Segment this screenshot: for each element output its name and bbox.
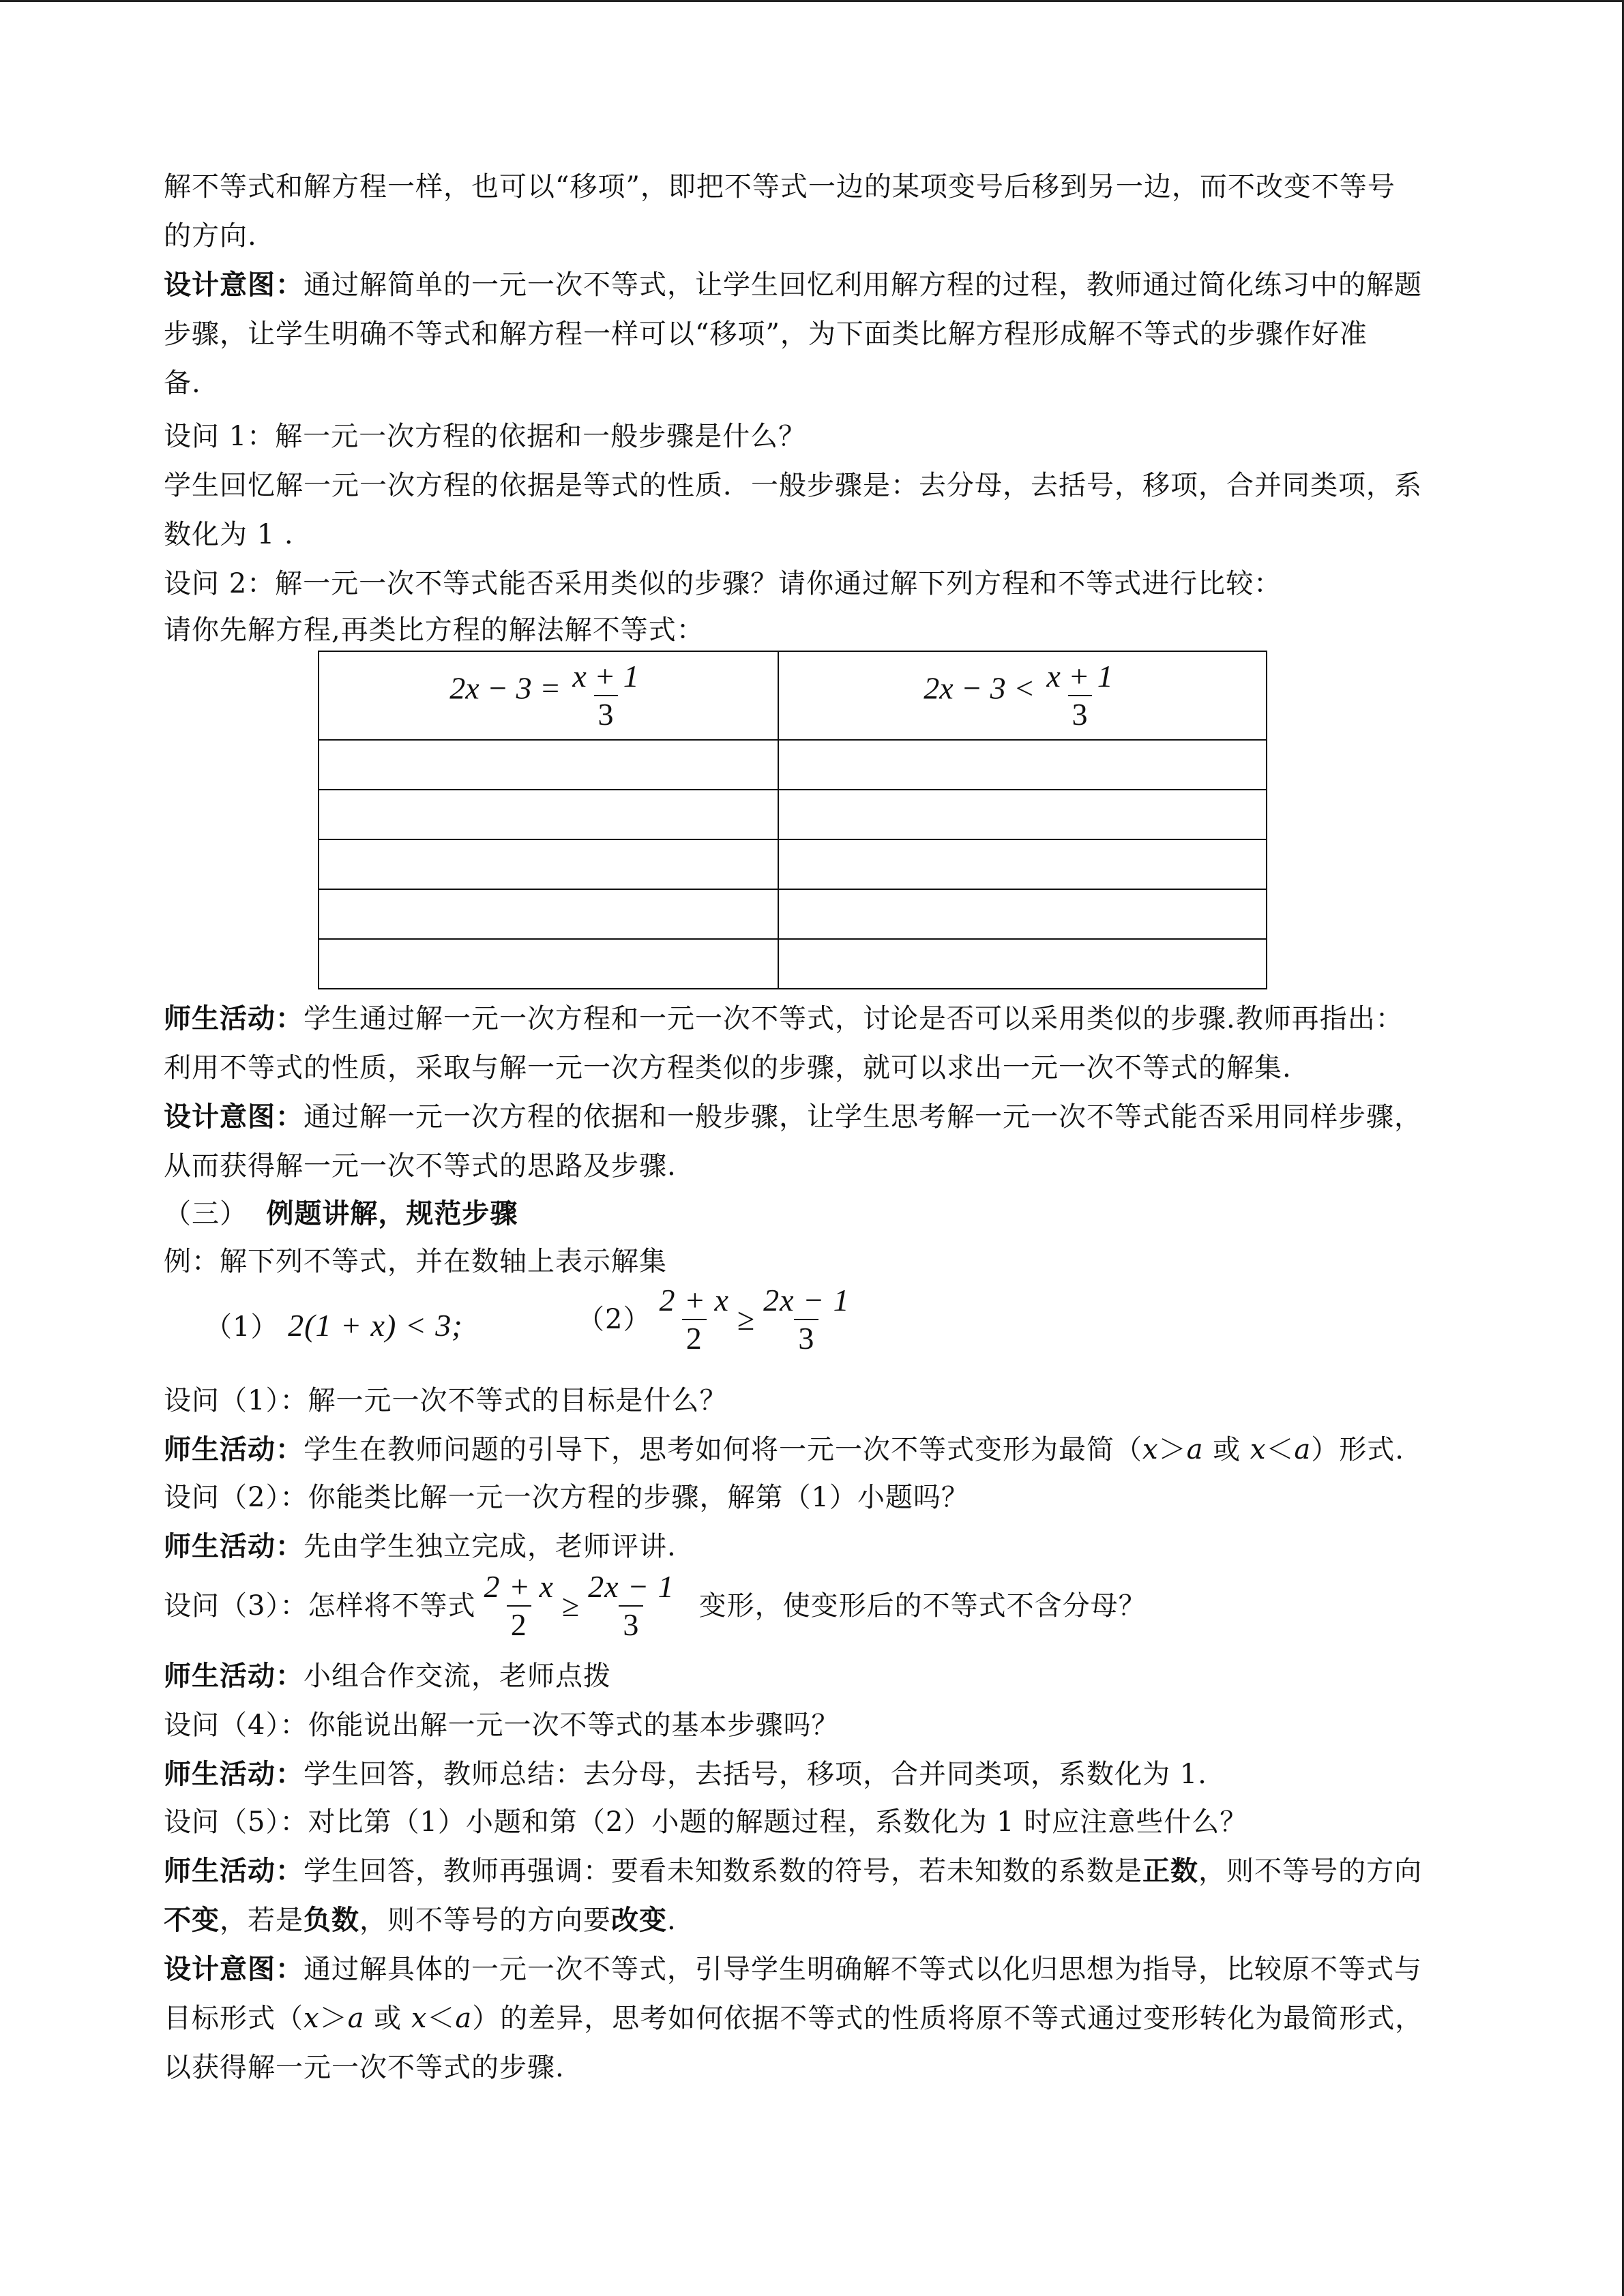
section-number: （三） [164, 1198, 248, 1229]
emphasis-changed: 改变 [611, 1904, 667, 1936]
var-x: x [1250, 1434, 1267, 1465]
var-a: a [455, 2003, 473, 2034]
equation-cell [319, 651, 778, 740]
fraction-numerator: 2 + x [659, 1283, 729, 1317]
example-1 [205, 1301, 463, 1352]
section-heading [164, 1189, 518, 1238]
example-1-label: （1） [205, 1311, 279, 1343]
activity-text: ，则不等号的方向要 [359, 1905, 611, 1936]
table-cell [319, 790, 778, 839]
inequality-numerator: x + 1 [1046, 659, 1113, 694]
activity-text-end: ）形式. [1311, 1434, 1404, 1465]
table-cell [319, 889, 778, 939]
activity-text: 小组合作交流，老师点拨 [304, 1660, 611, 1692]
sub-question-3-fraction-right [584, 1568, 678, 1643]
design-intent-text: 通过解一元一次方程的依据和一般步骤，让学生思考解一元一次不等式能否采用同样步骤， [304, 1101, 1422, 1133]
design-intent-text: 通过解具体的一元一次不等式，引导学生明确解不等式以化归思想为指导，比较原不等式与 [304, 1954, 1422, 1985]
design-intent-text: ）的差异，思考如何依据不等式的性质将原不等式通过变形转化为最简形式， [472, 2003, 1423, 2034]
design-intent-3-line2 [164, 1994, 1423, 2043]
var-a: a [347, 2003, 365, 2034]
table-row [319, 790, 1267, 839]
design-intent-3 [164, 1945, 1422, 1994]
sub-question-3-text-end: 变形，使变形后的不等式不含分母？ [698, 1590, 1147, 1622]
example-2 [577, 1282, 858, 1357]
equation-denominator: 3 [594, 695, 618, 733]
var-a: a [1294, 1434, 1312, 1465]
emphasis-negative: 负数 [304, 1904, 359, 1936]
activity-label: 师生活动： [164, 1530, 304, 1562]
design-intent-text: 目标形式（ [164, 2003, 304, 2034]
table-row [319, 839, 1267, 889]
equation-fraction [568, 658, 643, 733]
table-cell [778, 839, 1267, 889]
word-or: 或 [1203, 1434, 1250, 1465]
fraction-numerator: 2 + x [484, 1569, 554, 1604]
paragraph-move-terms: 解不等式和解方程一样，也可以“移项”，即把不等式一边的某项变号后移到另一边，而不改变不等号 [164, 171, 1396, 203]
teacher-student-activity-1 [164, 994, 1404, 1043]
fraction-numerator: 2x − 1 [588, 1569, 675, 1604]
activity-text: 学生回答，教师总结：去分母，去括号，移项，合并同类项，系数化为 1. [304, 1759, 1207, 1790]
comparison-table [318, 651, 1267, 989]
inequality-lhs: 2x − 3 < [924, 670, 1035, 706]
design-intent-label: 设计意图： [164, 1101, 304, 1133]
teacher-student-activity-5 [164, 1750, 1207, 1799]
sub-question-1: 设问（1）：解一元一次不等式的目标是什么？ [164, 1385, 728, 1416]
sub-question-3 [164, 1568, 1147, 1643]
sub-question-3-operator: ≥ [561, 1588, 580, 1623]
activity-text: ，若是 [220, 1905, 304, 1936]
table-cell [319, 839, 778, 889]
question-2-instruction: 请你先解方程,再类比方程的解法解不等式： [164, 614, 705, 646]
table-cell [319, 939, 778, 989]
design-intent-2-cont: 从而获得解一元一次不等式的思路及步骤. [164, 1150, 677, 1182]
teacher-student-activity-2 [164, 1425, 1404, 1474]
emphasis-unchanged: 不变 [164, 1904, 220, 1936]
table-cell [778, 790, 1267, 839]
paragraph-move-terms-cont: 的方向. [164, 220, 257, 252]
fraction-denominator: 2 [507, 1605, 531, 1643]
fraction-denominator: 3 [619, 1605, 643, 1643]
var-x: x [304, 2003, 320, 2034]
activity-label: 师生活动： [164, 1433, 304, 1465]
activity-label: 师生活动： [164, 1660, 304, 1692]
example-2-fraction-left [655, 1282, 733, 1357]
design-intent-1-line2: 步骤，让学生明确不等式和解方程一样可以“移项”，为下面类比解方程形成解不等式的步骤作好准 [164, 318, 1368, 350]
activity-text: 学生在教师问题的引导下，思考如何将一元一次不等式变形为最简（ [304, 1434, 1142, 1465]
design-intent-1-line3: 备. [164, 368, 201, 399]
table-cell [778, 740, 1267, 790]
sub-question-3-fraction-left [479, 1568, 557, 1643]
teacher-student-activity-4 [164, 1652, 611, 1701]
activity-text: . [667, 1905, 677, 1936]
example-1-expression: 2(1 + x) < 3; [288, 1308, 463, 1343]
table-cell [319, 740, 778, 790]
emphasis-positive: 正数 [1142, 1855, 1198, 1887]
var-x: x [411, 2003, 428, 2034]
var-x: x [1142, 1434, 1159, 1465]
design-intent-text: 通过解简单的一元一次不等式，让学生回忆利用解方程的过程，教师通过简化练习中的解题 [304, 269, 1422, 301]
symbol-lt: ＜ [427, 2003, 456, 2034]
sub-question-2: 设问（2）：你能类比解一元一次方程的步骤，解第（1）小题吗？ [164, 1482, 969, 1513]
table-header-row [319, 651, 1267, 740]
sub-question-3-text: 设问（3）：怎样将不等式 [164, 1590, 476, 1622]
symbol-gt: ＞ [1158, 1434, 1187, 1465]
inequality-denominator: 3 [1068, 695, 1092, 733]
fraction-denominator: 2 [682, 1319, 707, 1357]
sub-question-4: 设问（4）：你能说出解一元一次不等式的基本步骤吗？ [164, 1710, 840, 1741]
section-title: 例题讲解，规范步骤 [266, 1197, 518, 1229]
activity-label: 师生活动： [164, 1758, 304, 1790]
inequality-fraction [1042, 658, 1117, 733]
equation-lhs: 2x − 3 = [449, 670, 561, 706]
example-2-fraction-right [759, 1282, 853, 1357]
example-2-label: （2） [577, 1304, 651, 1335]
fraction-numerator: 2x − 1 [763, 1283, 850, 1317]
table-row [319, 939, 1267, 989]
example-2-operator: ≥ [737, 1302, 756, 1337]
equation-numerator: x + 1 [572, 659, 639, 694]
answer-1-cont: 数化为 1 . [164, 519, 294, 550]
teacher-student-activity-6 [164, 1847, 1422, 1896]
activity-text: 先由学生独立完成，老师评讲. [304, 1531, 677, 1562]
table-row [319, 740, 1267, 790]
var-a: a [1186, 1434, 1204, 1465]
sub-question-5: 设问（5）：对比第（1）小题和第（2）小题的解题过程，系数化为 1 时应注意些什么？ [164, 1806, 1248, 1838]
teacher-student-activity-1-cont: 利用不等式的性质，采取与解一元一次方程类似的步骤，就可以求出一元一次不等式的解集. [164, 1052, 1292, 1084]
question-2: 设问 2：解一元一次不等式能否采用类似的步骤？请你通过解下列方程和不等式进行比较： [164, 568, 1282, 599]
table-cell [778, 889, 1267, 939]
symbol-lt: ＜ [1266, 1434, 1295, 1465]
question-1: 设问 1：解一元一次方程的依据和一般步骤是什么？ [164, 421, 807, 452]
example-intro: 例：解下列不等式，并在数轴上表示解集 [164, 1246, 667, 1277]
activity-text: 学生通过解一元一次方程和一元一次不等式，讨论是否可以采用类似的步骤.教师再指出： [304, 1003, 1404, 1034]
design-intent-3-line3: 以获得解一元一次不等式的步骤. [164, 2052, 565, 2083]
table-cell [778, 939, 1267, 989]
inequality-cell [778, 651, 1267, 740]
table-row [319, 889, 1267, 939]
activity-text: ，则不等号的方向 [1198, 1855, 1422, 1887]
activity-label: 师生活动： [164, 1002, 304, 1034]
design-intent-1 [164, 260, 1422, 310]
teacher-student-activity-3 [164, 1522, 677, 1571]
design-intent-label: 设计意图： [164, 1953, 304, 1985]
symbol-gt: ＞ [319, 2003, 348, 2034]
design-intent-2 [164, 1092, 1422, 1142]
word-or: 或 [364, 2003, 411, 2034]
page-border-top [0, 0, 1624, 2]
teacher-student-activity-6-cont [164, 1896, 677, 1945]
activity-text: 学生回答，教师再强调：要看未知数系数的符号，若未知数的系数是 [304, 1855, 1142, 1887]
answer-1: 学生回忆解一元一次方程的依据是等式的性质．一般步骤是：去分母，去括号，移项，合并同类项，系 [164, 470, 1422, 501]
design-intent-label: 设计意图： [164, 269, 304, 301]
fraction-denominator: 3 [794, 1319, 818, 1357]
activity-label: 师生活动： [164, 1855, 304, 1887]
